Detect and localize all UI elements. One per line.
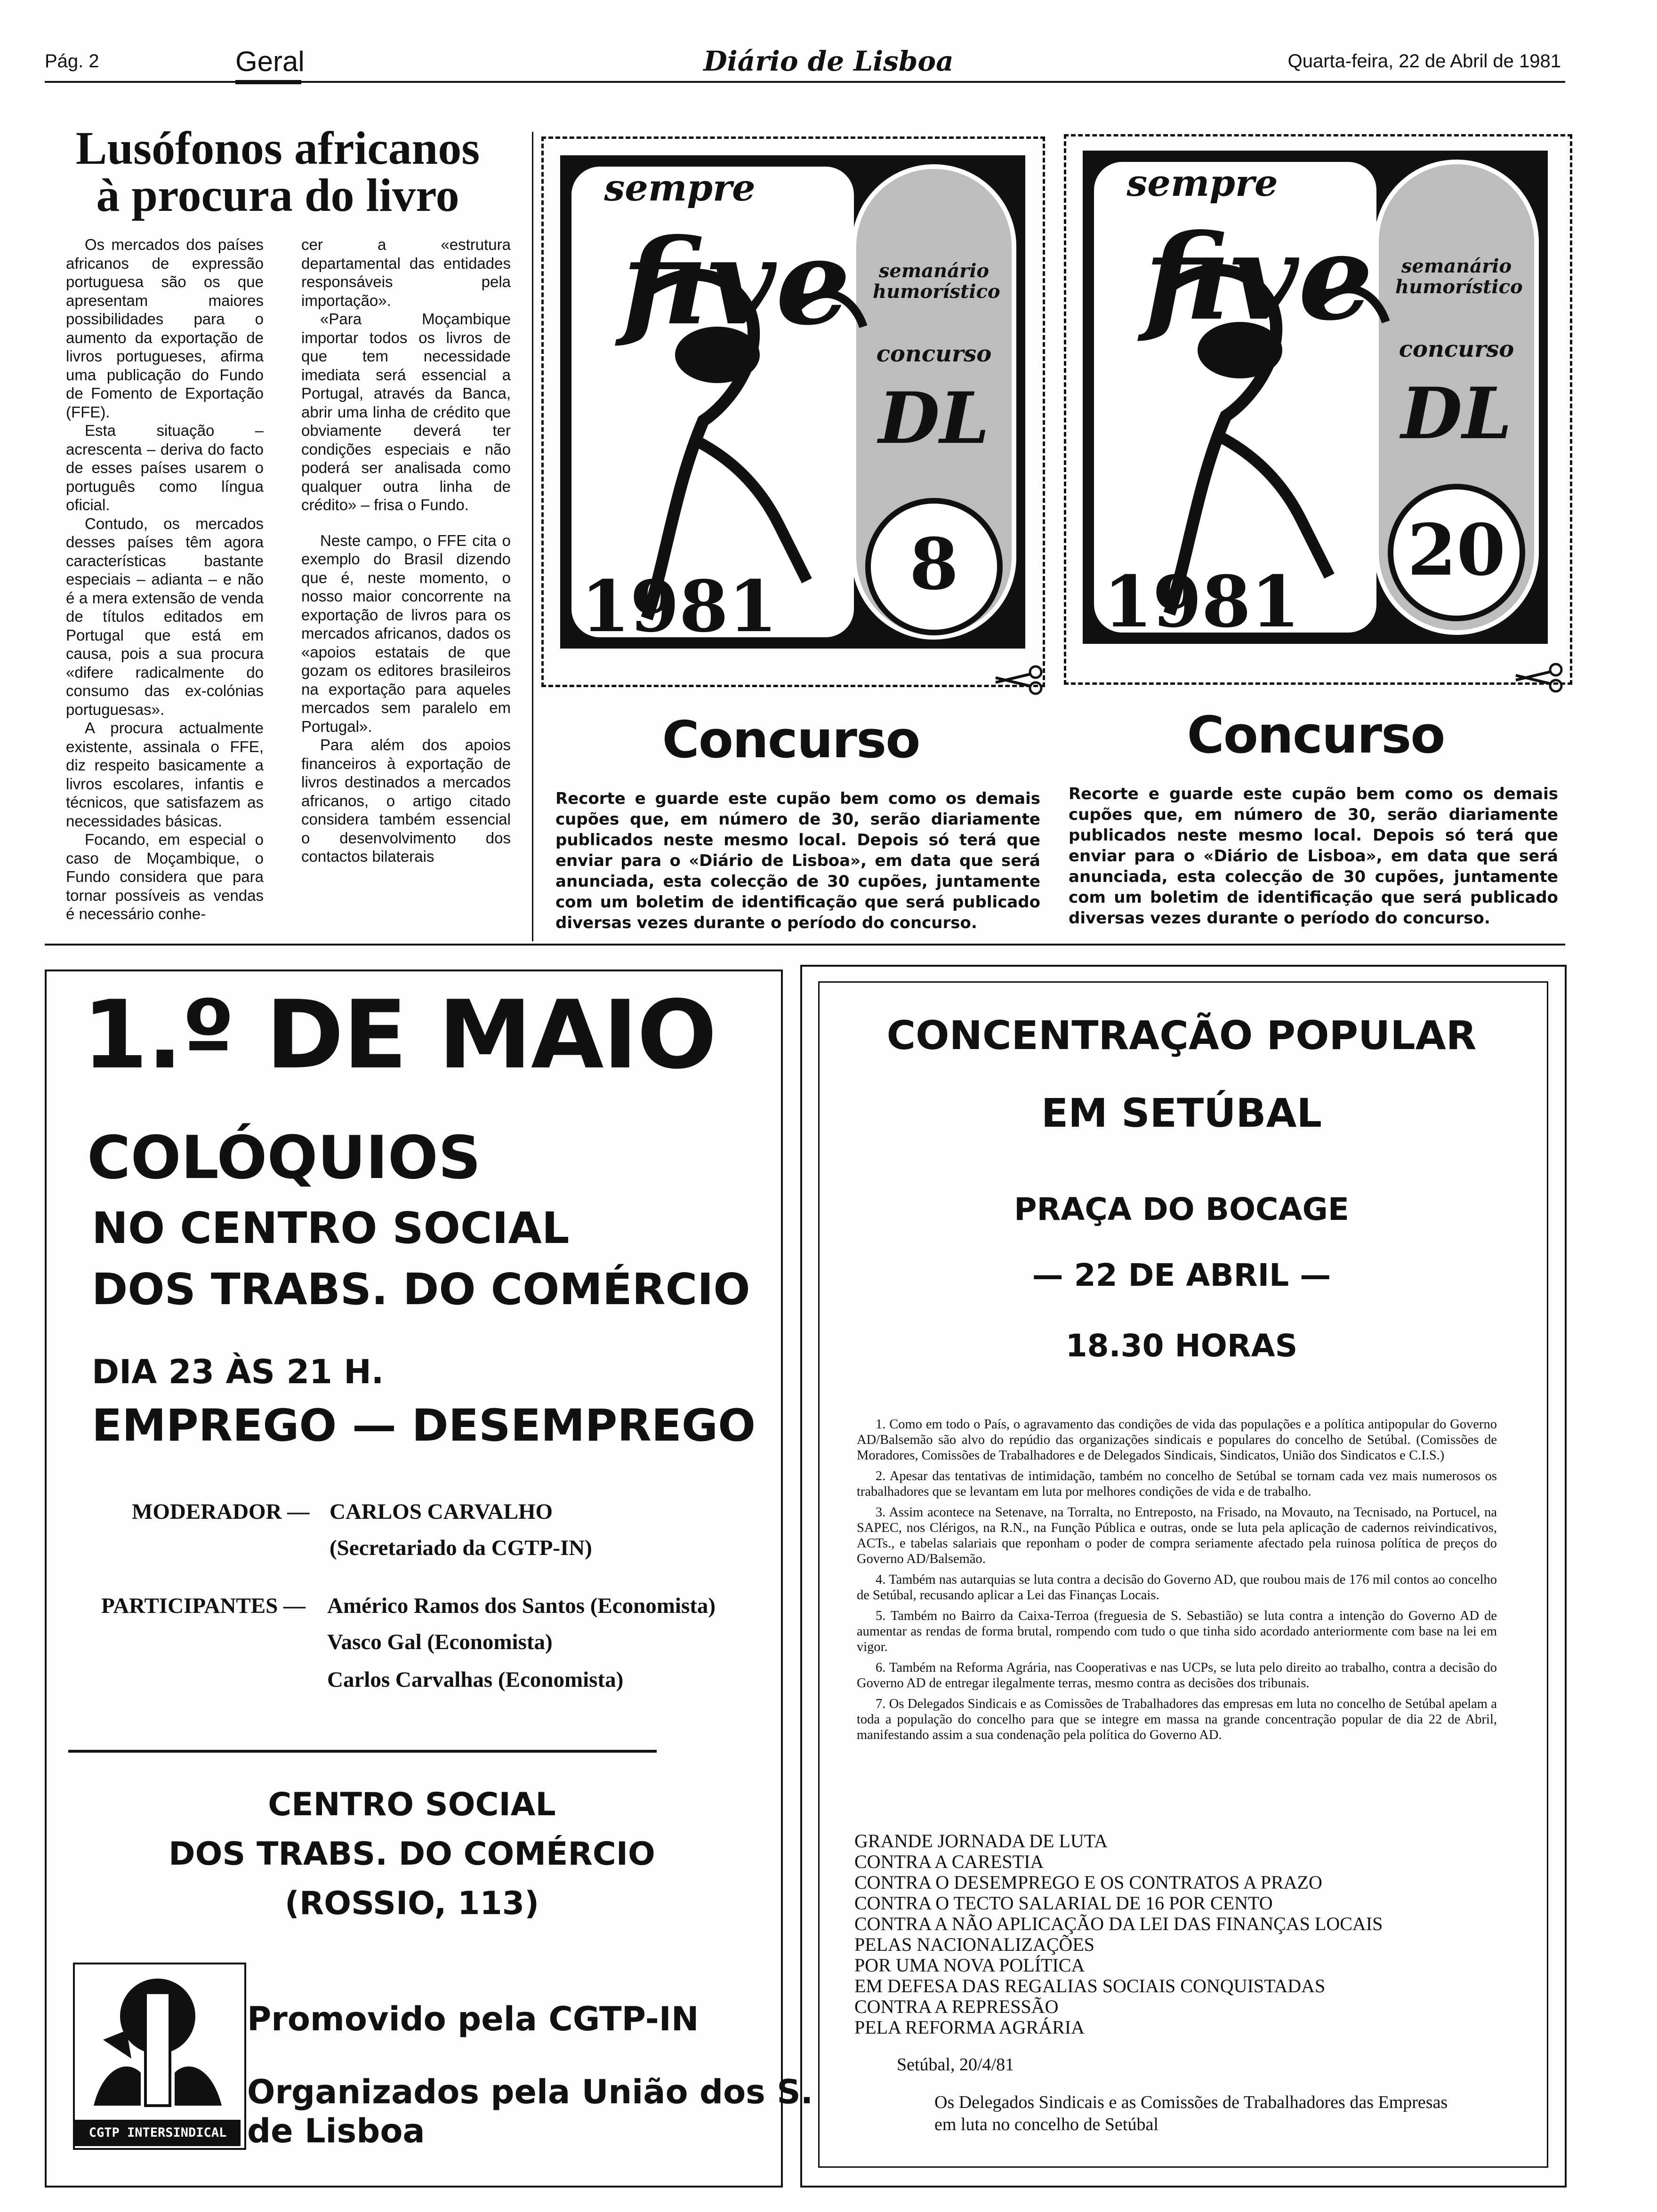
ad-right-slogans xyxy=(854,1831,1513,2038)
article-paragraph: Focando, em especial o caso de Moçambique, o Fundo considera que para tornar possíveis as vendas é necessário conhe- xyxy=(66,831,264,922)
slogan: POR UMA NOVA POLÍTICA xyxy=(854,1955,1085,1976)
article-paragraph: Os mercados dos países africanos de expressão portuguesa são os que apresentam maiores possibilidades para o aumento da exportação de livros portugueses, afirma uma publicação do Fundo de Fomento de Exportação (FFE). xyxy=(66,236,264,421)
ad-point: 1. Como em todo o País, o agravamento das condições de vida das populações e a política antipopular do Governo AD/Balsemão são alvo do repúdio das organizações sindicais e populares do concelho de Setúbal. (Comissões de Moradores, Comissões de Trabalhadores e de Delegados Sindicais, Sindicatos, União dos Sindicatos e C.I.S.) xyxy=(857,1417,1497,1463)
slogan: CONTRA A REPRESSÃO xyxy=(854,1996,1059,2017)
coupon-five: five xyxy=(1144,208,1374,346)
coupon-instructions: Recorte e guarde este cupão bem como os demais cupões que, em número de 30, serão diariamente publicados neste mesmo local. Depois só terá que enviar para o «Diário de Lisboa», em data que será anunciada, esta colecção de 30 cupões, juntamente com um boletim de identificação que será publicado diversas vezes durante o período do concurso. xyxy=(555,789,1040,932)
ad-moderator-label: MODERADOR — xyxy=(132,1499,310,1524)
article-paragraph: A procura actualmente existente, assinala o FFE, diz respeito basicamente a livros escolares, infantis e técnicos, que satisfazem as necessidades básicas. xyxy=(66,719,264,830)
ad-right-title-line2: EM SETÚBAL xyxy=(1041,1090,1322,1136)
slogan: GRANDE JORNADA DE LUTA xyxy=(854,1830,1108,1851)
ad-participant: Américo Ramos dos Santos (Economista) xyxy=(327,1594,716,1618)
ad-point: 2. Apesar das tentativas de intimidação, também no concelho de Setúbal se tornam cada vez mais numerosos os trabalhadores que se levantam em luta por melhores condições de vida e de trabalho. xyxy=(857,1469,1497,1499)
ad-right-date: — 22 DE ABRIL — xyxy=(1032,1257,1331,1293)
ad-promoted-by: Promovido pela CGTP-IN xyxy=(247,2000,699,2038)
coupon-semanario: semanário humorístico xyxy=(1395,255,1523,298)
slogan: PELAS NACIONALIZAÇÕES xyxy=(854,1934,1094,1955)
coupon-concurso-label: concurso xyxy=(876,341,992,367)
ad-when: DIA 23 ÀS 21 H. xyxy=(92,1353,384,1391)
header-rule xyxy=(45,81,1565,83)
ad-right-title-line1: CONCENTRAÇÃO POPULAR xyxy=(886,1012,1477,1058)
ad-right-time: 18.30 HORAS xyxy=(1065,1328,1298,1364)
ad-address: (ROSSIO, 113) xyxy=(284,1885,539,1922)
cgtp-emblem-icon xyxy=(75,1964,241,2120)
ad-organized-line2: de Lisboa xyxy=(247,2112,425,2150)
section-name: Geral xyxy=(235,46,305,77)
slogan: CONTRA A CARESTIA xyxy=(854,1851,1044,1872)
coupon-semanario: semanário humorístico xyxy=(873,260,1000,303)
section-rule xyxy=(45,944,1565,946)
ad-point: 5. Também no Bairro da Caixa-Terroa (freguesia de S. Sebastião) se luta contra a intenção do Governo AD de aumentar as rendas de forma brutal, rompendo com tudo o que tinha sido acordado anteriormente com base na lei em vigor. xyxy=(857,1609,1497,1654)
ad-right-signature-line1: Os Delegados Sindicais e as Comissões de Trabalhadores das Empresas xyxy=(934,2092,1448,2112)
coupon-sempre: sempre xyxy=(1126,162,1278,205)
article-title-line2: à procura do livro xyxy=(96,169,459,221)
slogan: CONTRA A NÃO APLICAÇÃO DA LEI DAS FINANÇAS LOCAIS xyxy=(854,1913,1383,1934)
coupon-sempre: sempre xyxy=(604,167,756,209)
article-title xyxy=(42,122,513,221)
ad-venue-line1: NO CENTRO SOCIAL xyxy=(92,1203,570,1253)
ad-centre-line1: CENTRO SOCIAL xyxy=(268,1786,556,1823)
ad-participants-label: PARTICIPANTES — xyxy=(101,1594,306,1618)
coupon-instructions: Recorte e guarde este cupão bem como os demais cupões que, em número de 30, serão diariamente publicados neste mesmo local. Depois só terá que enviar para o «Diário de Lisboa», em data que será anunciada, esta colecção de 30 cupões, juntamente com um boletim de identificação que será publicado diversas vezes durante o período do concurso. xyxy=(1069,785,1558,928)
coupon-heading: Concurso xyxy=(662,711,920,769)
coupon-artwork xyxy=(1083,151,1548,644)
coupon-artwork xyxy=(560,155,1025,649)
ad-right-signature-line2: em luta no concelho de Setúbal xyxy=(934,2115,1158,2134)
ad-point: 6. Também na Reforma Agrária, nas Cooperativas e nas UCPs, se luta pelo direito ao trabalho, contra a decisão do Governo AD de entregar ilegalmente terras, mesmo contra as decisões dos tribunais. xyxy=(857,1660,1497,1691)
article-title-line1: Lusófonos africanos xyxy=(75,122,480,174)
ad-point: 3. Assim acontece na Setenave, na Torralta, no Entreposto, na Frisado, na Movauto, na Tecnisado, na Portucel, na SAPEC, nos Clérigos, na R.N., na Função Pública e outras, onde se luta pela aplicação de cadernos reivindicativos, ACTs., e tabelas salariais que reponham o poder de compra seriamente afectado pela ruinosa política de preços do Governo AD/Balsemão. xyxy=(857,1505,1497,1566)
scissors-icon xyxy=(993,664,1045,697)
ad-right-points xyxy=(857,1417,1497,1748)
ad-moderator-name: CARLOS CARVALHO xyxy=(330,1499,553,1524)
page-number: Pág. 2 xyxy=(45,51,99,72)
cgtp-logo-caption: CGTP INTERSINDICAL xyxy=(75,2120,241,2146)
article-paragraph: «Para Moçambique importar todos os livros de que tem necessidade imediata será essencial a Portugal, através da Banca, abrir uma linha de crédito que obviamente deverá ter condições especiais e não poderá ser analisada como qualquer outra linha de crédito» – frisa o Fundo. xyxy=(301,310,511,513)
ad-moderator-org: (Secretariado da CGTP-IN) xyxy=(330,1536,592,1560)
ad-point: 4. Também nas autarquias se luta contra a decisão do Governo AD, que roubou mais de 176 mil contos ao concelho de Setúbal, recusando aplicar a Lei das Finanças Locais. xyxy=(857,1572,1497,1603)
cgtp-logo xyxy=(73,1963,246,2150)
ad-theme: EMPREGO — DESEMPREGO xyxy=(92,1400,756,1451)
article-paragraph: Para além dos apoios financeiros à exportação de livros destinados a mercados africanos, o artigo citado considera também essencial o desenvolvimento dos contactos bilaterais xyxy=(301,736,511,865)
newspaper-masthead: Diário de Lisboa xyxy=(703,45,954,77)
issue-date: Quarta-feira, 22 de Abril de 1981 xyxy=(1287,51,1561,72)
coupon-dl-logo: DL xyxy=(878,377,989,460)
ad-organized-line1: Organizados pela União dos S. xyxy=(247,2073,813,2111)
coupon-five: five xyxy=(621,213,851,351)
coupon-dl-logo: DL xyxy=(1401,372,1512,455)
ad-divider xyxy=(68,1750,657,1753)
article-paragraph: cer a «estrutura departamental das entidades responsáveis pela importação». xyxy=(301,236,511,309)
ad-title: 1.º DE MAIO xyxy=(82,980,716,1090)
coupon-concurso-label: concurso xyxy=(1399,336,1514,362)
scissors-icon xyxy=(1513,661,1565,694)
coupon-number: 8 xyxy=(909,523,959,606)
ad-participant: Vasco Gal (Economista) xyxy=(327,1630,553,1654)
ad-participant: Carlos Carvalhas (Economista) xyxy=(327,1667,624,1692)
slogan: EM DEFESA DAS REGALIAS SOCIAIS CONQUISTADAS xyxy=(854,1975,1326,1996)
ad-subtitle: COLÓQUIOS xyxy=(87,1123,481,1192)
ad-venue-line2: DOS TRABS. DO COMÉRCIO xyxy=(92,1264,750,1314)
column-separator xyxy=(532,132,533,941)
article-column-2 xyxy=(301,235,511,866)
coupon-heading: Concurso xyxy=(1187,706,1445,765)
coupon-year: 1981 xyxy=(1103,561,1300,643)
coupon-year: 1981 xyxy=(581,565,778,648)
ad-right-place-date: Setúbal, 20/4/81 xyxy=(897,2055,1014,2075)
ad-centre-line2: DOS TRABS. DO COMÉRCIO xyxy=(169,1835,655,1873)
slogan: PELA REFORMA AGRÁRIA xyxy=(854,2017,1085,2038)
article-column-1 xyxy=(66,235,264,923)
slogan: CONTRA O TECTO SALARIAL DE 16 POR CENTO xyxy=(854,1892,1273,1914)
article-paragraph: Neste campo, o FFE cita o exemplo do Brasil dizendo que é, neste momento, o nosso maior concorrente na exportação de livros para os mercados africanos, dados os «apoios estatais de que gozam os editores brasileiros na exportação para aqueles mercados sem paralelo em Portugal». xyxy=(301,531,511,735)
article-paragraph: Contudo, os mercados desses países têm agora características bastante especiais – adianta – e não é a mera extensão de venda de títulos editados em Portugal que está em causa, pois a sua procura «difere radicalmente do consumo das ex-colónias portuguesas». xyxy=(66,514,264,718)
article-paragraph: Esta situação – acrescenta – deriva do facto de esses países usarem o português como língua oficial. xyxy=(66,422,264,513)
slogan: CONTRA O DESEMPREGO E OS CONTRATOS A PRAZO xyxy=(854,1872,1322,1893)
ad-right-place: PRAÇA DO BOCAGE xyxy=(1014,1191,1349,1227)
ad-point: 7. Os Delegados Sindicais e as Comissões de Trabalhadores das empresas em luta no concelho de Setúbal apelam a toda a população do concelho para que se integre em massa na grande concentração popular de dia 22 de Abril, manifestando assim a sua condenação pela política do Governo AD. xyxy=(857,1697,1497,1742)
coupon-number: 20 xyxy=(1407,509,1506,592)
